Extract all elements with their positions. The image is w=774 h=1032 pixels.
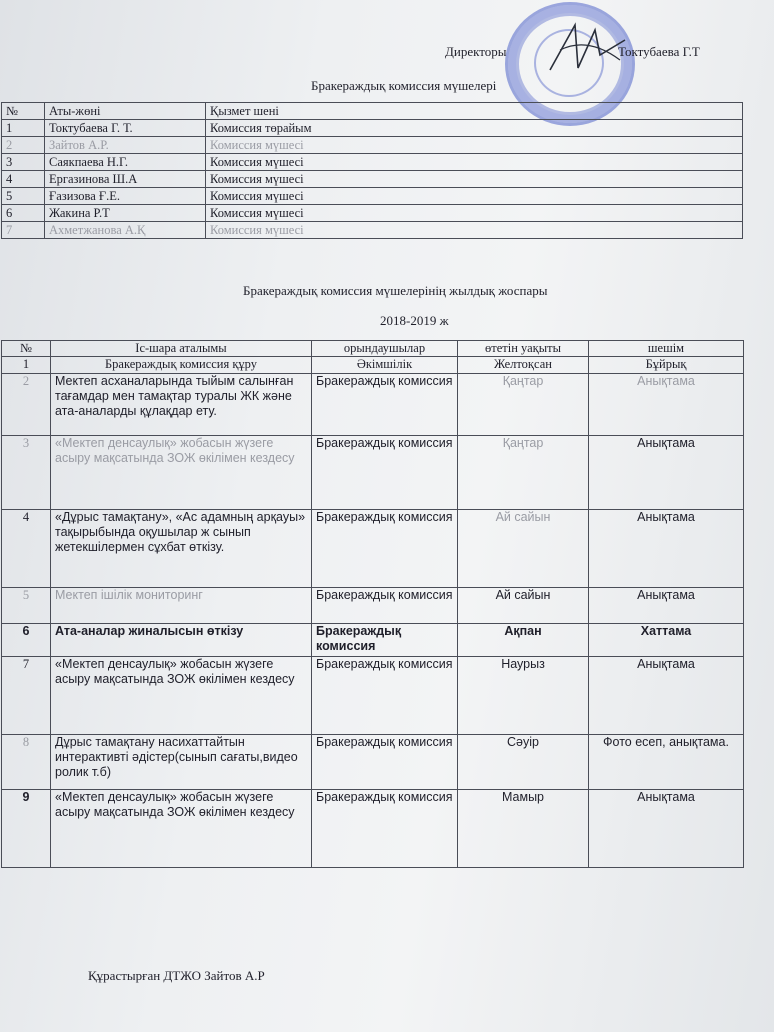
cell: Анықтама (589, 790, 744, 868)
plan-col-executors: орындаушылар (312, 341, 458, 357)
table-row (2, 222, 743, 239)
cell: Комиссия мүшесі (206, 171, 743, 188)
table-row (2, 436, 744, 510)
plan-col-time: өтетін уақыты (458, 341, 589, 357)
cell: Комиссия төрайым (206, 120, 743, 137)
table-row (2, 205, 743, 222)
cell: Анықтама (589, 657, 744, 735)
plan-header-row (2, 341, 744, 357)
cell: 4 (2, 171, 45, 188)
cell: Желтоқсан (458, 357, 589, 374)
plan-table (1, 340, 744, 868)
cell: Бракераждық комиссия (312, 436, 458, 510)
cell: 2 (2, 137, 45, 154)
cell: 4 (2, 510, 51, 588)
cell: Ай сайын (458, 588, 589, 624)
cell: Бракераждық комиссия (312, 790, 458, 868)
plan-year: 2018-2019 ж (380, 313, 449, 328)
cell: 6 (2, 205, 45, 222)
table-row (2, 137, 743, 154)
cell: Бракераждық комиссия (312, 735, 458, 790)
table-row (2, 120, 743, 137)
table-row (2, 735, 744, 790)
table-row (2, 154, 743, 171)
cell: Мамыр (458, 790, 589, 868)
director-signature (540, 10, 630, 90)
cell: «Дұрыс тамақтану», «Ас адамның арқауы» тақырыбында оқушылар ж сынып жетекшілермен сұхбат өткізу. (51, 510, 312, 588)
table-row (2, 790, 744, 868)
table-row (2, 357, 744, 374)
cell: 5 (2, 188, 45, 205)
cell: 1 (2, 357, 51, 374)
cell: Токтубаева Г. Т. (45, 120, 206, 137)
cell: Бракераждық комиссия (312, 374, 458, 436)
cell: Бракераждық комиссия (312, 510, 458, 588)
cell: 5 (2, 588, 51, 624)
compiled-by: Құрастырған ДТЖО Зайтов А.Р (88, 968, 265, 983)
cell: Жакина Р.Т (45, 205, 206, 222)
members-title: Бракераждық комиссия мүшелері (311, 78, 497, 93)
cell: Ғазизова Ғ.Е. (45, 188, 206, 205)
members-table (1, 102, 743, 239)
cell: Бракераждық комиссия (312, 588, 458, 624)
cell: Ақпан (458, 624, 589, 657)
table-row (2, 624, 744, 657)
plan-title: Бракераждық комиссия мүшелерінің жылдық жоспары (243, 283, 548, 298)
members-header-row (2, 103, 743, 120)
cell: Саякпаева Н.Г. (45, 154, 206, 171)
cell: 7 (2, 222, 45, 239)
cell: Анықтама (589, 436, 744, 510)
cell: «Мектеп денсаулық» жобасын жүзеге асыру мақсатында ЗОЖ өкілімен кездесу (51, 657, 312, 735)
cell: Ахметжанова А.Қ (45, 222, 206, 239)
cell: Бракераждық комиссия (312, 624, 458, 657)
table-row (2, 374, 744, 436)
cell: 3 (2, 436, 51, 510)
cell: Бракераждық комиссия құру (51, 357, 312, 374)
cell: Комиссия мүшесі (206, 154, 743, 171)
table-row (2, 188, 743, 205)
cell: Анықтама (589, 510, 744, 588)
cell: «Мектеп денсаулық» жобасын жүзеге асыру мақсатында ЗОЖ өкілімен кездесу (51, 436, 312, 510)
cell: «Мектеп денсаулық» жобасын жүзеге асыру мақсатында ЗОЖ өкілімен кездесу (51, 790, 312, 868)
cell: 9 (2, 790, 51, 868)
cell: Хаттама (589, 624, 744, 657)
director-name: Токтубаева Г.Т (618, 44, 700, 59)
cell: Әкімшілік (312, 357, 458, 374)
cell: Наурыз (458, 657, 589, 735)
cell: Қаңтар (458, 436, 589, 510)
cell: 2 (2, 374, 51, 436)
cell: Ата-аналар жиналысын өткізу (51, 624, 312, 657)
cell: Сәуір (458, 735, 589, 790)
cell: Анықтама (589, 374, 744, 436)
plan-col-number: № (2, 341, 51, 357)
table-row (2, 588, 744, 624)
cell: Мектеп ішілік мониторинг (51, 588, 312, 624)
cell: Мектеп асханаларында тыйым салынған тағамдар мен тамақтар туралы ЖК және ата-аналарды құлақдар ету. (51, 374, 312, 436)
cell: Комиссия мүшесі (206, 222, 743, 239)
cell: 7 (2, 657, 51, 735)
table-row (2, 510, 744, 588)
plan-col-activity: Іс-шара аталымы (51, 341, 312, 357)
cell: Бұйрық (589, 357, 744, 374)
members-col-name: Аты-жөні (45, 103, 206, 120)
cell: Фото есеп, анықтама. (589, 735, 744, 790)
cell: Комиссия мүшесі (206, 137, 743, 154)
cell: Анықтама (589, 588, 744, 624)
cell: Қаңтар (458, 374, 589, 436)
cell: Зайтов А.Р. (45, 137, 206, 154)
plan-col-decision: шешім (589, 341, 744, 357)
cell: Ергазинова Ш.А (45, 171, 206, 188)
cell: Ай сайын (458, 510, 589, 588)
cell: Комиссия мүшесі (206, 205, 743, 222)
cell: Комиссия мүшесі (206, 188, 743, 205)
members-col-position: Қызмет шені (206, 103, 743, 120)
cell: 8 (2, 735, 51, 790)
cell: 6 (2, 624, 51, 657)
cell: Бракераждық комиссия (312, 657, 458, 735)
director-label: Директоры (445, 44, 507, 59)
members-col-number: № (2, 103, 45, 120)
table-row (2, 657, 744, 735)
cell: 1 (2, 120, 45, 137)
table-row (2, 171, 743, 188)
cell: Дұрыс тамақтану насихаттайтын интерактивті әдістер(сынып сағаты,видео ролик т.б) (51, 735, 312, 790)
cell: 3 (2, 154, 45, 171)
